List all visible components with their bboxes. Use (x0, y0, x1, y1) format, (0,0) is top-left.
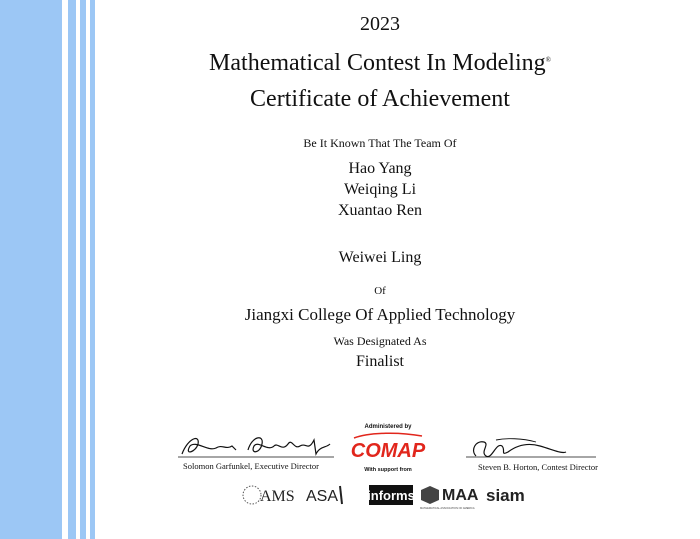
intro-line: Be It Known That The Team Of (303, 136, 457, 150)
ams-logo (243, 486, 295, 505)
support-label: With support from (364, 467, 412, 473)
decorative-border-stripes (0, 0, 100, 539)
team-member: Weiqing Li (343, 181, 417, 198)
team-member: Hao Yang (348, 160, 412, 177)
informs-logo-text: informs (367, 488, 415, 503)
designation-label: Was Designated As (333, 334, 427, 348)
year: 2023 (360, 13, 400, 35)
comap-logo-text: COMAP (350, 440, 426, 462)
siam-logo-text: siam (486, 486, 525, 505)
advisor-name: Weiwei Ling (338, 249, 422, 266)
asa-logo (306, 486, 342, 505)
executive-director-caption: Solomon Garfunkel, Executive Director (183, 461, 319, 471)
contest-director-caption: Steven B. Horton, Contest Director (478, 462, 598, 472)
administered-by-label: Administered by (364, 424, 412, 430)
institution-name: Jiangxi College Of Applied Technology (244, 305, 516, 324)
team-member: Xuantao Ren (338, 202, 422, 219)
asa-logo-text: ASA (306, 488, 339, 505)
award-title: Finalist (355, 353, 404, 370)
registered-mark: ® (545, 56, 551, 64)
maa-logo-subtitle: MATHEMATICAL ASSOCIATION OF AMERICA (420, 507, 475, 510)
maa-logo-text: MAA (442, 487, 479, 504)
siam-logo (486, 486, 525, 505)
sponsor-logos (240, 480, 550, 510)
of-label: Of (374, 285, 386, 297)
contest-name (100, 50, 660, 77)
ams-logo-text: AMS (260, 488, 295, 505)
executive-director-signature (178, 432, 338, 462)
certificate-title: Certificate of Achievement (250, 86, 510, 112)
informs-logo (367, 485, 415, 505)
contest-name-text: Mathematical Contest In Modeling (209, 50, 546, 76)
maa-logo (420, 486, 479, 510)
comap-logo (350, 430, 426, 466)
contest-director-signature (466, 436, 601, 462)
